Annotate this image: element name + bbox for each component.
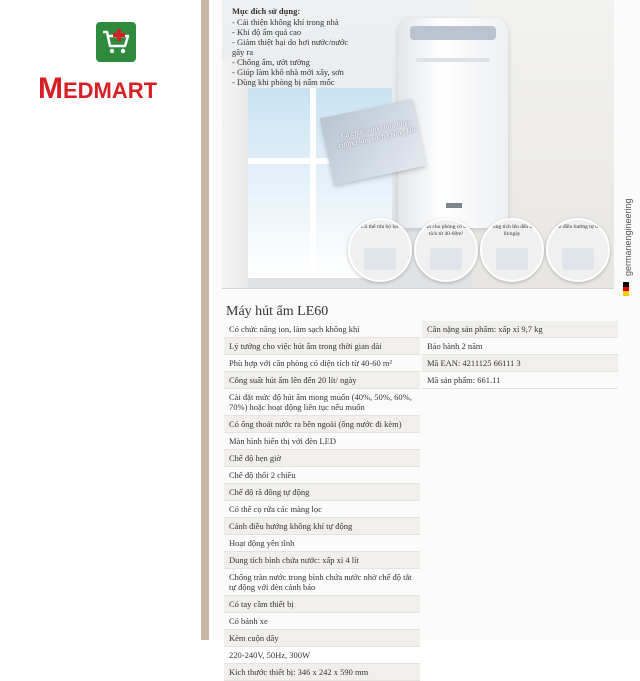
- control-panel-illustration: [410, 26, 496, 40]
- purpose-item: - Cải thiện không khí trong nhà: [232, 17, 339, 27]
- purpose-item: - Khi độ ẩm quá cao: [232, 27, 302, 37]
- spec-row: Dung tích bình chứa nước: xấp xỉ 4 lít: [224, 552, 420, 569]
- feature-circles: [348, 218, 610, 284]
- spec-row: Cài đặt mức độ hút ẩm mong muốn (40%, 50%, 60%, 70%) hoặc hoạt động liên tục nếu muốn: [224, 389, 420, 416]
- spec-row: Kích thước thiết bị: 346 x 242 x 590 mm: [224, 664, 420, 681]
- purpose-item: - Dùng khi phòng bị nấm mốc: [232, 77, 335, 87]
- spec-row: Mã sản phẩm: 661.11: [422, 372, 618, 389]
- spec-row: Mã EAN: 4211125 66111 3: [422, 355, 618, 372]
- spec-row: 220-240V, 50Hz, 300W: [224, 647, 420, 664]
- spec-row: Phù hợp với căn phòng có diện tích từ 40-60 m²: [224, 355, 420, 372]
- spec-row: Có bánh xe: [224, 613, 420, 630]
- spec-row: Bảo hành 2 năm: [422, 338, 618, 355]
- feature-circle-filter: Có thể rửa bộ lọc: [348, 218, 412, 282]
- spec-row: Chế độ hẹn giờ: [224, 450, 420, 467]
- german-flag-icon: [623, 282, 629, 296]
- brand-name: MEDMART: [38, 72, 158, 105]
- page-edge-strip: [201, 0, 209, 640]
- spec-row: Cân nặng sản phẩm: xấp xỉ 9,7 kg: [422, 321, 618, 338]
- feature-circle-louver: Cánh điều hướng tự động: [546, 218, 610, 282]
- medmart-logo[interactable]: [38, 22, 188, 105]
- spec-row: Có tay cầm thiết bị: [224, 596, 420, 613]
- purpose-item: - Giúp làm khô nhà mới xây, sơn: [232, 67, 344, 77]
- spec-row: Chống tràn nước trong bình chứa nước nhờ chế độ tắt tự động với đèn cảnh báo: [224, 569, 420, 596]
- feature-circle-room-size: Dành cho phòng có diện tích từ 40-60m²: [414, 218, 478, 282]
- spec-row: Công suất hút ẩm lên đến 20 lít/ ngày: [224, 372, 420, 389]
- feature-circle-capacity: Dung tích lên đến 20 lít/ngày: [480, 218, 544, 282]
- german-engineering-label: germanengineering: [623, 198, 633, 276]
- spec-row: Hoạt động yên tĩnh: [224, 535, 420, 552]
- purpose-item: - Giảm thiệt hại do hơi nước/nước: [232, 37, 349, 47]
- spec-list-left: [224, 321, 420, 681]
- spec-row: Có ống thoát nước ra bên ngoài (ống nước đi kèm): [224, 416, 420, 433]
- spec-row: Kèm cuộn dây: [224, 630, 420, 647]
- spec-row: Lý tưởng cho việc hút ẩm trong thời gian dài: [224, 338, 420, 355]
- product-title: Máy hút ẩm LE60: [226, 304, 329, 319]
- spec-row: Có chức năng ion, làm sạch không khí: [224, 321, 420, 338]
- ion-feature-text: Có chức năng ion, tăng cường làm sạch không khí: [337, 116, 417, 151]
- purpose-list: [232, 6, 372, 87]
- curtain-illustration: [222, 60, 248, 288]
- spec-row: Cánh điều hướng không khí tự động: [224, 518, 420, 535]
- spec-row: Chế độ rã đông tự động: [224, 484, 420, 501]
- spec-row: Chế độ thổi 2 chiều: [224, 467, 420, 484]
- purpose-item: - Chống ẩm, ướt tường: [232, 57, 310, 67]
- spec-row: Có thể cọ rửa các màng lọc: [224, 501, 420, 518]
- cart-plus-icon: [96, 22, 136, 62]
- spec-list-right: [422, 321, 618, 389]
- purpose-item: gây ra: [232, 47, 254, 57]
- spec-row: Màn hình hiển thị với đèn LED: [224, 433, 420, 450]
- purpose-heading: Mục đích sử dụng:: [232, 6, 301, 16]
